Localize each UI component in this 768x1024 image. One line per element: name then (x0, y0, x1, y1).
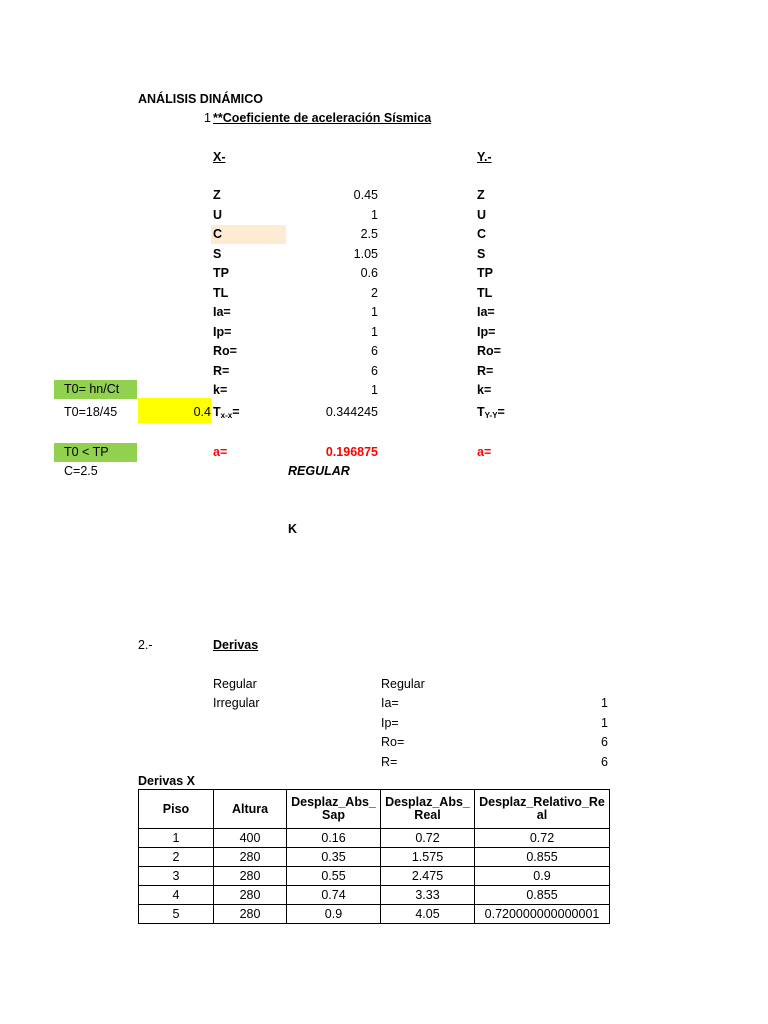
y-param-label: Ia= (477, 305, 495, 319)
table-cell: 0.855 (475, 886, 610, 905)
table-row (139, 905, 610, 924)
table-cell: 4.05 (381, 905, 475, 924)
table-header-cell: Altura (214, 790, 287, 829)
table-cell: 280 (214, 905, 287, 924)
derivas-table (138, 789, 610, 924)
section1-title: **Coeficiente de aceleración Sísmica (213, 111, 432, 125)
x-param-value: 6 (371, 364, 378, 378)
derivas-option-regular: Regular (213, 677, 257, 691)
table-cell: 280 (214, 848, 287, 867)
page-title: ANÁLISIS DINÁMICO (138, 92, 263, 106)
table-cell: 1 (139, 829, 214, 848)
y-param-label: C (477, 227, 487, 241)
derivas-param-value: 1 (601, 716, 608, 730)
x-param-value: 2.5 (360, 227, 378, 241)
ay-label: a= (477, 445, 492, 459)
table-cell: 0.35 (287, 848, 381, 867)
table-cell: 400 (214, 829, 287, 848)
table-row (139, 848, 610, 867)
derivas-param-label: Ip= (381, 716, 399, 730)
table-cell: 0.16 (287, 829, 381, 848)
t0-value: 0.4 (193, 405, 211, 419)
table-header-cell: Desplaz_Relativo_Real (475, 790, 610, 829)
x-param-label: C (213, 227, 223, 241)
table-cell: 0.855 (475, 848, 610, 867)
derivas-param-label: Ia= (381, 696, 399, 710)
table-row (139, 829, 610, 848)
derivas-table-title: Derivas X (138, 774, 195, 788)
table-cell: 1.575 (381, 848, 475, 867)
x-param-value: 1 (371, 383, 378, 397)
y-param-label: k= (477, 383, 492, 397)
derivas-param-label: R= (381, 755, 398, 769)
x-param-label: k= (213, 383, 228, 397)
tx-value: 0.344245 (325, 405, 378, 419)
x-param-label: TP (213, 266, 229, 280)
ty-label: $T_{Y-Y}=$ (477, 405, 505, 420)
x-param-label: S (213, 247, 222, 261)
k-label: K (288, 522, 298, 536)
table-cell: 0.9 (475, 867, 610, 886)
table-header-cell: Piso (139, 790, 214, 829)
c-result: C=2.5 (64, 464, 98, 478)
c-cell-highlight (211, 225, 286, 244)
y-param-label: Z (477, 188, 485, 202)
x-param-label: TL (213, 286, 229, 300)
x-param-value: 0.45 (353, 188, 378, 202)
derivas-param-value: 1 (601, 696, 608, 710)
y-param-label: R= (477, 364, 494, 378)
derivas-param-value: 6 (601, 755, 608, 769)
table-header-cell: Desplaz_Abs_Real (381, 790, 475, 829)
derivas-param-value: 6 (601, 735, 608, 749)
table-cell: 280 (214, 886, 287, 905)
ax-value: 0.196875 (325, 445, 378, 459)
regular-label: REGULAR (288, 464, 350, 478)
y-param-label: Ip= (477, 325, 496, 339)
table-cell: 2.475 (381, 867, 475, 886)
x-param-label: U (213, 208, 223, 222)
table-row (139, 867, 610, 886)
table-cell: 5 (139, 905, 214, 924)
table-cell: 0.720000000000001 (475, 905, 610, 924)
table-cell: 0.9 (287, 905, 381, 924)
table-cell: 3 (139, 867, 214, 886)
table-cell: 3.33 (381, 886, 475, 905)
x-param-label: Ro= (213, 344, 237, 358)
table-cell: 280 (214, 867, 287, 886)
derivas-table-header (139, 790, 610, 829)
x-header: X- (213, 150, 226, 164)
table-cell: 0.72 (381, 829, 475, 848)
x-param-label: R= (213, 364, 230, 378)
x-param-label: Ip= (213, 325, 232, 339)
table-cell: 0.74 (287, 886, 381, 905)
x-param-value: 1.05 (353, 247, 378, 261)
y-param-label: Ro= (477, 344, 501, 358)
y-param-label: S (477, 247, 486, 261)
table-cell: 4 (139, 886, 214, 905)
tx-label: $T_{x-x}=$ (213, 405, 240, 420)
t0-calc: T0=18/45 (64, 405, 118, 419)
table-row (139, 886, 610, 905)
derivas-right-header: Regular (381, 677, 425, 691)
y-param-label: TL (477, 286, 493, 300)
x-param-label: Z (213, 188, 221, 202)
x-param-value: 2 (371, 286, 378, 300)
y-header: Y.- (477, 150, 492, 164)
y-param-label: U (477, 208, 487, 222)
section1-number: 1 (204, 111, 211, 125)
t0-compare: T0 < TP (64, 445, 109, 459)
x-param-value: 0.6 (360, 266, 378, 280)
derivas-option-irregular: Irregular (213, 696, 260, 710)
y-param-label: TP (477, 266, 493, 280)
x-param-value: 1 (371, 208, 378, 222)
ax-label: a= (213, 445, 228, 459)
table-cell: 0.72 (475, 829, 610, 848)
x-param-value: 6 (371, 344, 378, 358)
table-cell: 2 (139, 848, 214, 867)
t0-formula: T0= hn/Ct (64, 382, 120, 396)
x-param-label: Ia= (213, 305, 231, 319)
table-cell: 0.55 (287, 867, 381, 886)
section2-title: Derivas (213, 638, 259, 652)
x-param-value: 1 (371, 305, 378, 319)
derivas-param-label: Ro= (381, 735, 405, 749)
x-param-value: 1 (371, 325, 378, 339)
section2-number: 2.- (138, 638, 153, 652)
table-header-cell: Desplaz_Abs_Sap (287, 790, 381, 829)
